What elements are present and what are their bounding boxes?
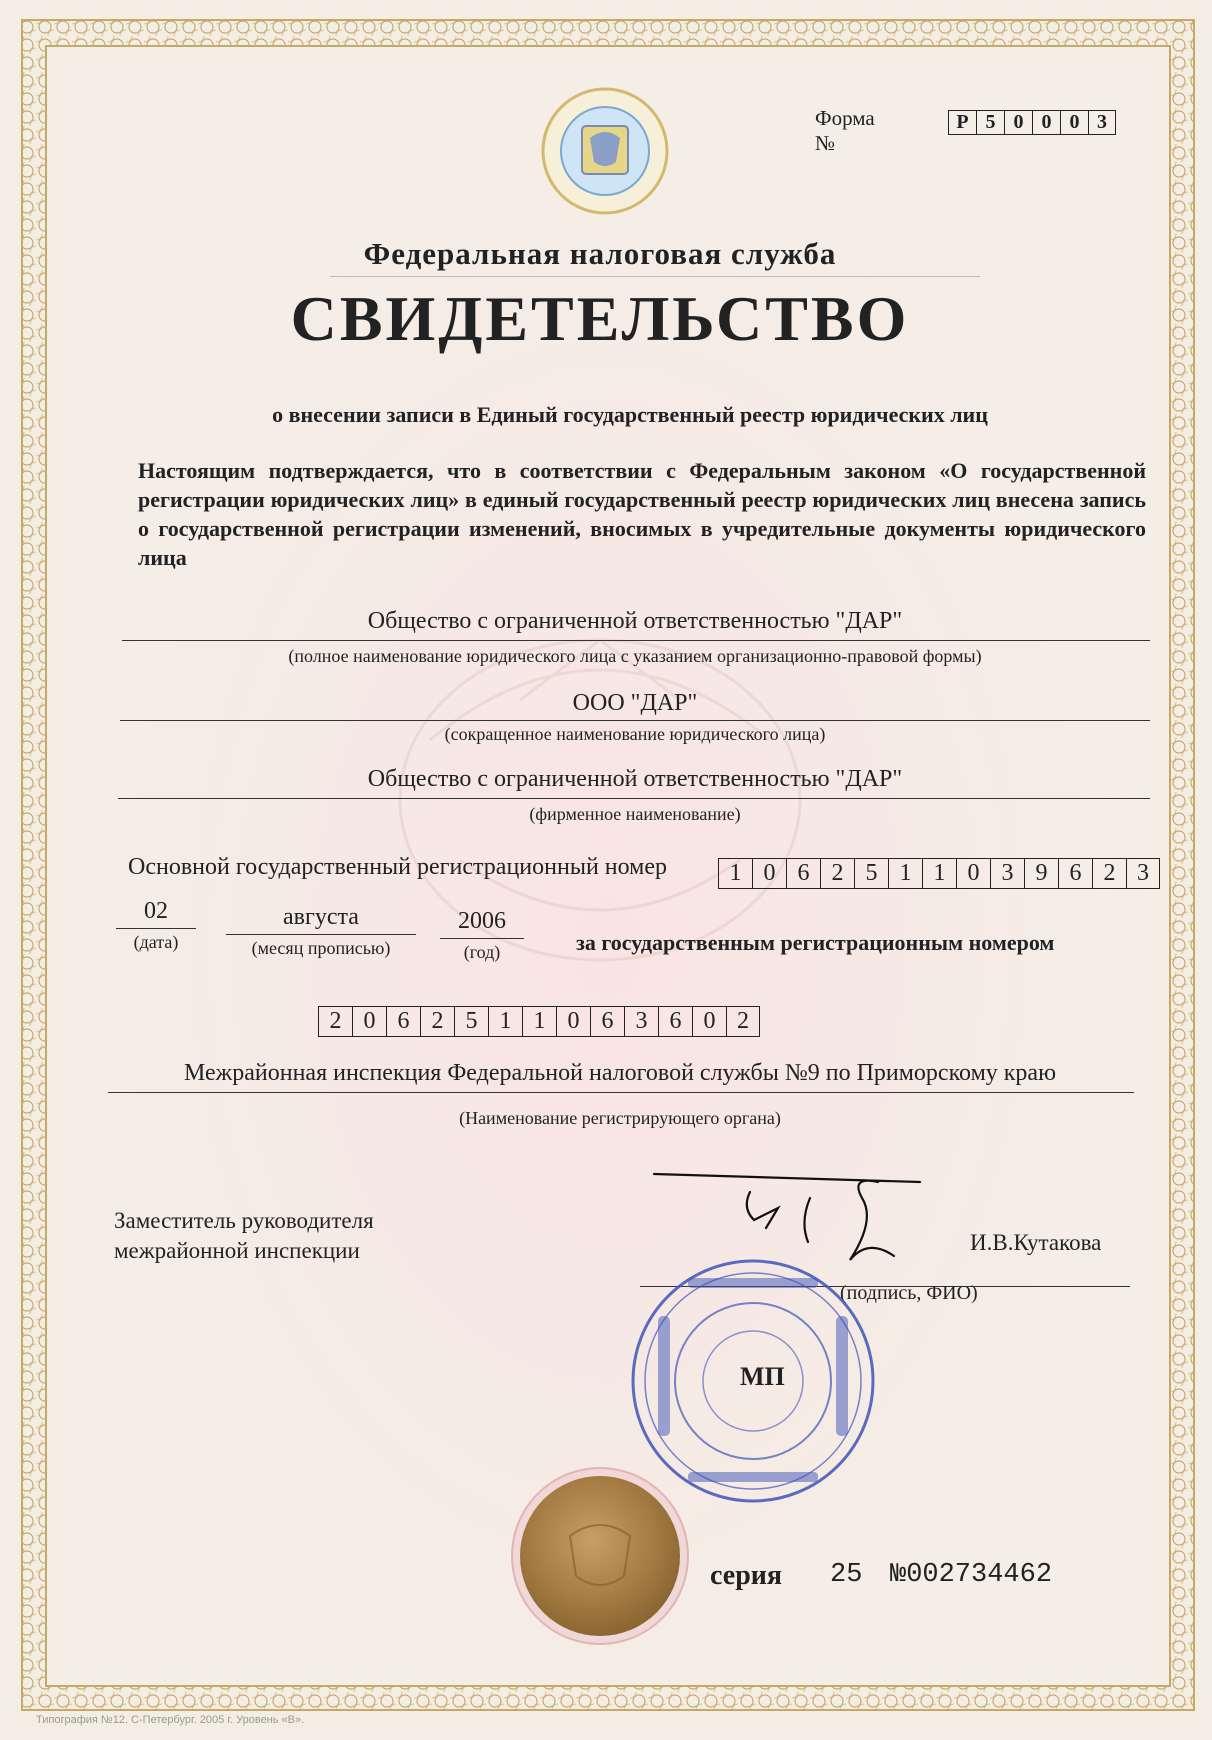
grn-digit-cell: 0 — [692, 1006, 726, 1037]
grn-digit-cell: 6 — [590, 1006, 624, 1037]
short-name-line — [120, 720, 1150, 721]
series-value: 25 — [830, 1560, 863, 1590]
authority-caption: (Наименование регистрирующего органа) — [459, 1108, 781, 1128]
form-number-label: Форма № — [815, 106, 875, 155]
full-name-line — [122, 640, 1150, 641]
short-name-caption: (сокращенное наименование юридического лица) — [444, 724, 826, 744]
agency-name: Федеральная налоговая служба — [363, 236, 837, 271]
ogrn-digit-cell: 6 — [786, 858, 820, 889]
short-name-value: ООО "ДАР" — [572, 690, 698, 716]
stamp-mp-text: МП — [740, 1362, 785, 1391]
ogrn-digit-cell: 0 — [752, 858, 786, 889]
signer-position-line1: Заместитель руководителя — [114, 1208, 374, 1233]
certificate-body-text: Настоящим подтверждается, что в соответствии с Федеральным законом «О государственной регистрации юридических лиц» в единый государственный реестр юридических лиц внесена запись о государственной регистрации изменений, вносимых в учредительные документы юридического лица — [138, 458, 1146, 570]
grn-digit-cell: 0 — [556, 1006, 590, 1037]
ogrn-digit-cell: 3 — [1126, 858, 1160, 889]
form-number-cells — [948, 110, 1116, 135]
form-number-cell: 3 — [1088, 110, 1116, 135]
ogrn-digit-cell: 1 — [718, 858, 752, 889]
brand-name-value: Общество с ограниченной ответственностью "ДАР" — [367, 766, 903, 792]
authority-name: Межрайонная инспекция Федеральной налоговой службы №9 по Приморскому краю — [183, 1060, 1056, 1086]
brand-name-caption: (фирменное наименование) — [529, 804, 741, 824]
form-number-cell: Р — [948, 110, 976, 135]
signer-name: И.В.Кутакова — [970, 1230, 1102, 1255]
date-day-caption: (дата) — [133, 932, 179, 952]
grn-cells — [318, 1006, 760, 1037]
ogrn-digit-cell: 5 — [854, 858, 888, 889]
form-number-cell: 5 — [976, 110, 1004, 135]
brand-name-line — [118, 798, 1150, 799]
gold-seal — [510, 1466, 690, 1646]
signer-position-line2: межрайонной инспекции — [114, 1238, 360, 1263]
ogrn-digit-cell: 0 — [956, 858, 990, 889]
form-number-cell: 0 — [1060, 110, 1088, 135]
date-month-line — [226, 934, 416, 935]
form-number-cell: 0 — [1032, 110, 1060, 135]
date-year-caption: (год) — [463, 942, 501, 962]
grn-digit-cell: 2 — [726, 1006, 760, 1037]
signature-caption: (подпись, ФИО) — [840, 1282, 978, 1304]
ogrn-cells — [718, 858, 1160, 889]
grn-digit-cell: 6 — [658, 1006, 692, 1037]
ogrn-digit-cell: 9 — [1024, 858, 1058, 889]
grn-digit-cell: 2 — [318, 1006, 352, 1037]
fns-hologram-emblem — [538, 86, 672, 216]
form-number-cell: 0 — [1004, 110, 1032, 135]
date-month-value: августа — [283, 904, 359, 930]
ogrn-digit-cell: 6 — [1058, 858, 1092, 889]
grn-digit-cell: 1 — [488, 1006, 522, 1037]
date-year-line — [440, 938, 524, 939]
series-number: №002734462 — [890, 1560, 1053, 1590]
date-day-value: 02 — [144, 898, 168, 924]
grn-digit-cell: 6 — [386, 1006, 420, 1037]
registration-number-text: за государственным регистрационным номером — [576, 930, 1055, 955]
printer-footer: Типография №12. С-Петербург. 2005 г. Уровень «В». — [36, 1714, 305, 1726]
full-name-value: Общество с ограниченной ответственностью "ДАР" — [367, 608, 903, 634]
certificate-subtitle: о внесении записи в Единый государственный реестр юридических лиц — [272, 402, 988, 427]
ogrn-digit-cell: 2 — [1092, 858, 1126, 889]
certificate-title: СВИДЕТЕЛЬСТВО — [290, 283, 910, 354]
ogrn-label: Основной государственный регистрационный номер — [128, 854, 668, 880]
date-year-value: 2006 — [458, 908, 506, 934]
grn-digit-cell: 5 — [454, 1006, 488, 1037]
signer-position — [114, 1206, 434, 1266]
ogrn-digit-cell: 1 — [888, 858, 922, 889]
header-divider — [330, 276, 980, 277]
date-month-caption: (месяц прописью) — [251, 938, 391, 958]
authority-line — [108, 1092, 1134, 1093]
grn-digit-cell: 2 — [420, 1006, 454, 1037]
series-label: серия — [710, 1560, 783, 1591]
full-name-caption: (полное наименование юридического лица с указанием организационно-правовой формы) — [288, 646, 982, 666]
ogrn-digit-cell: 3 — [990, 858, 1024, 889]
grn-digit-cell: 0 — [352, 1006, 386, 1037]
date-day-line — [116, 928, 196, 929]
ogrn-digit-cell: 2 — [820, 858, 854, 889]
ogrn-digit-cell: 1 — [922, 858, 956, 889]
grn-digit-cell: 3 — [624, 1006, 658, 1037]
grn-digit-cell: 1 — [522, 1006, 556, 1037]
